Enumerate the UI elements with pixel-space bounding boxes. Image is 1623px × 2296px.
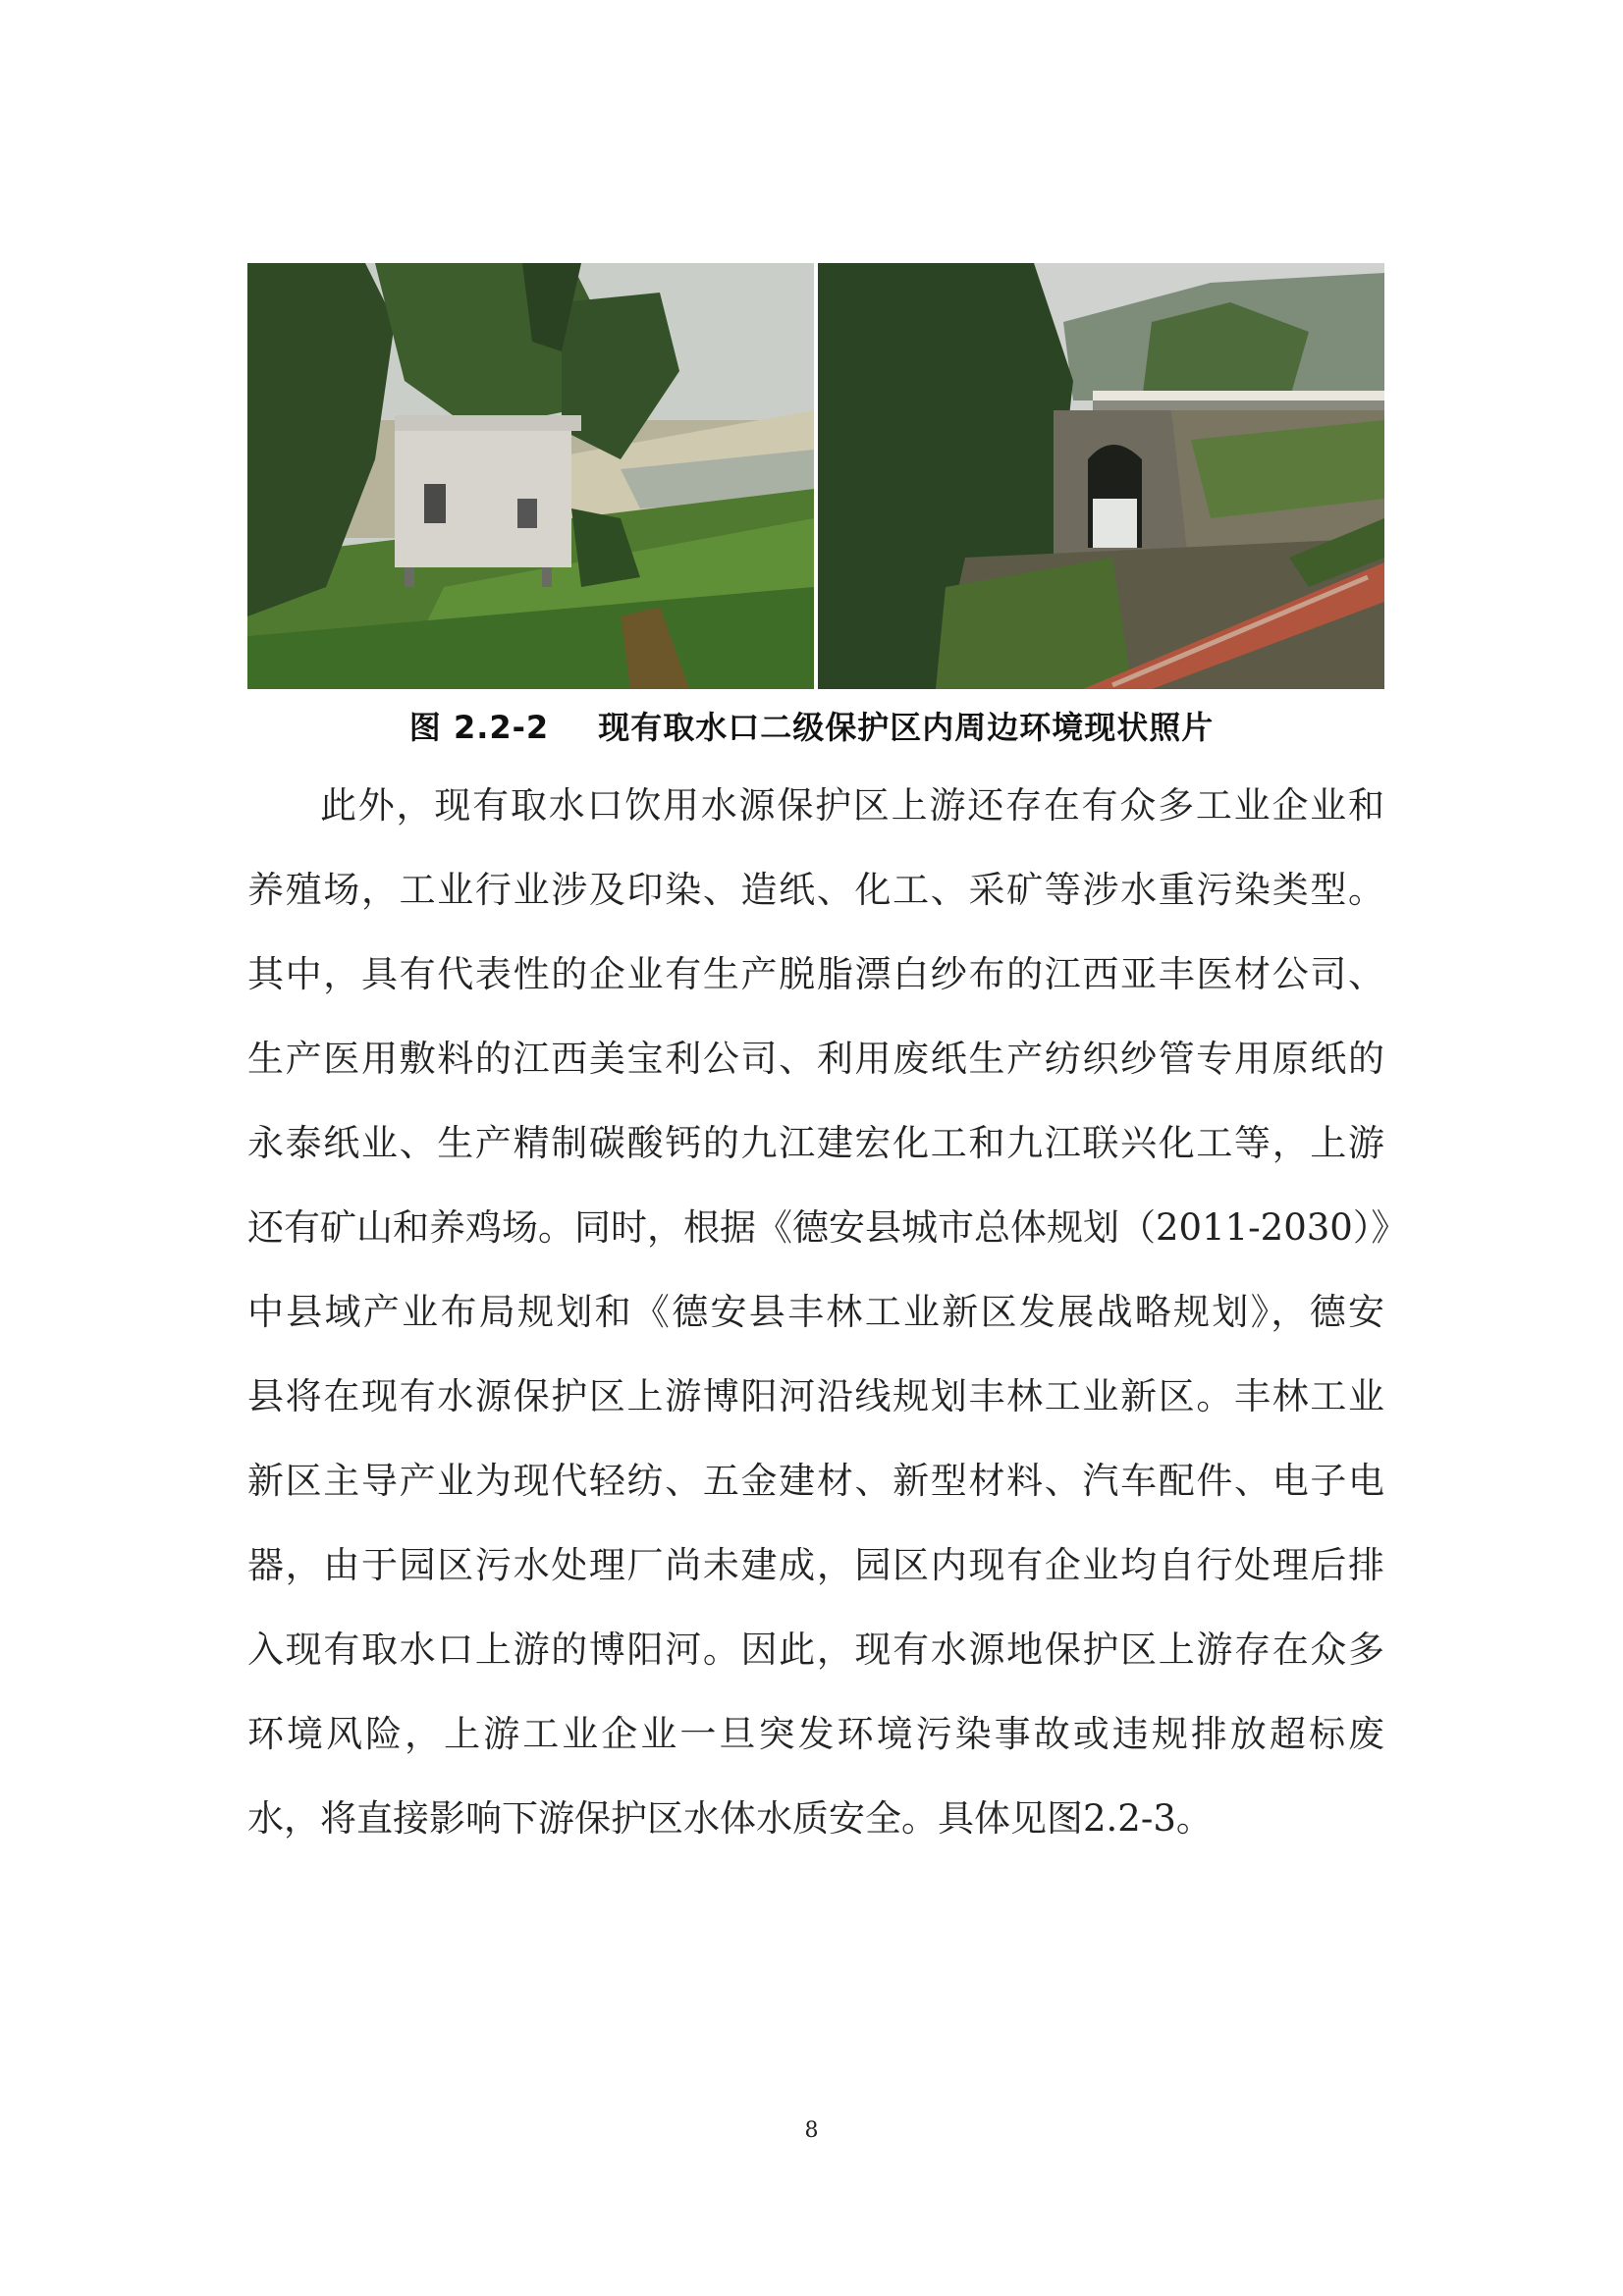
paragraph-line: 此外，现有取水口饮用水源保护区上游还存在有众多工业企业和: [320, 784, 1384, 827]
paragraph-line: 水，将直接影响下游保护区水体水质安全。具体见图2.2-3。: [247, 1797, 1213, 1840]
body-paragraph: [247, 764, 1408, 1861]
figure-caption: [0, 703, 1623, 748]
culvert-image: [818, 263, 1384, 689]
paragraph-line: 环境风险，上游工业企业一旦突发环境污染事故或违规排放超标废: [247, 1713, 1384, 1755]
page-number: 8: [804, 2118, 819, 2143]
pump-house-image: [247, 263, 814, 689]
paragraph-line: 养殖场，工业行业涉及印染、造纸、化工、采矿等涉水重污染类型。: [247, 869, 1384, 911]
paragraph-line: 入现有取水口上游的博阳河。因此，现有水源地保护区上游存在众多: [247, 1629, 1384, 1671]
photo-pump-house: [247, 263, 814, 689]
photo-culvert: [818, 263, 1384, 689]
figure-photos: [247, 263, 1384, 689]
paragraph-line: 器，由于园区污水处理厂尚未建成，园区内现有企业均自行处理后排: [247, 1544, 1384, 1586]
figure-number: 图 2.2-2: [408, 709, 550, 746]
paragraph-line: 生产医用敷料的江西美宝利公司、利用废纸生产纺织纱管专用原纸的: [247, 1038, 1384, 1080]
paragraph-line: 其中，具有代表性的企业有生产脱脂漂白纱布的江西亚丰医材公司、: [247, 953, 1384, 995]
paragraph-line: 永泰纸业、生产精制碳酸钙的九江建宏化工和九江联兴化工等，上游: [247, 1122, 1384, 1164]
paragraph-line: 中县域产业布局规划和《德安县丰林工业新区发展战略规划》，德安: [247, 1291, 1384, 1333]
figure-title: 现有取水口二级保护区内周边环境现状照片: [598, 709, 1215, 746]
paragraph-line: 还有矿山和养鸡场。同时，根据《德安县城市总体规划（2011-2030）》: [247, 1206, 1408, 1249]
paragraph-line: 新区主导产业为现代轻纺、五金建材、新型材料、汽车配件、电子电: [247, 1460, 1384, 1502]
paragraph-line: 县将在现有水源保护区上游博阳河沿线规划丰林工业新区。丰林工业: [247, 1375, 1384, 1417]
